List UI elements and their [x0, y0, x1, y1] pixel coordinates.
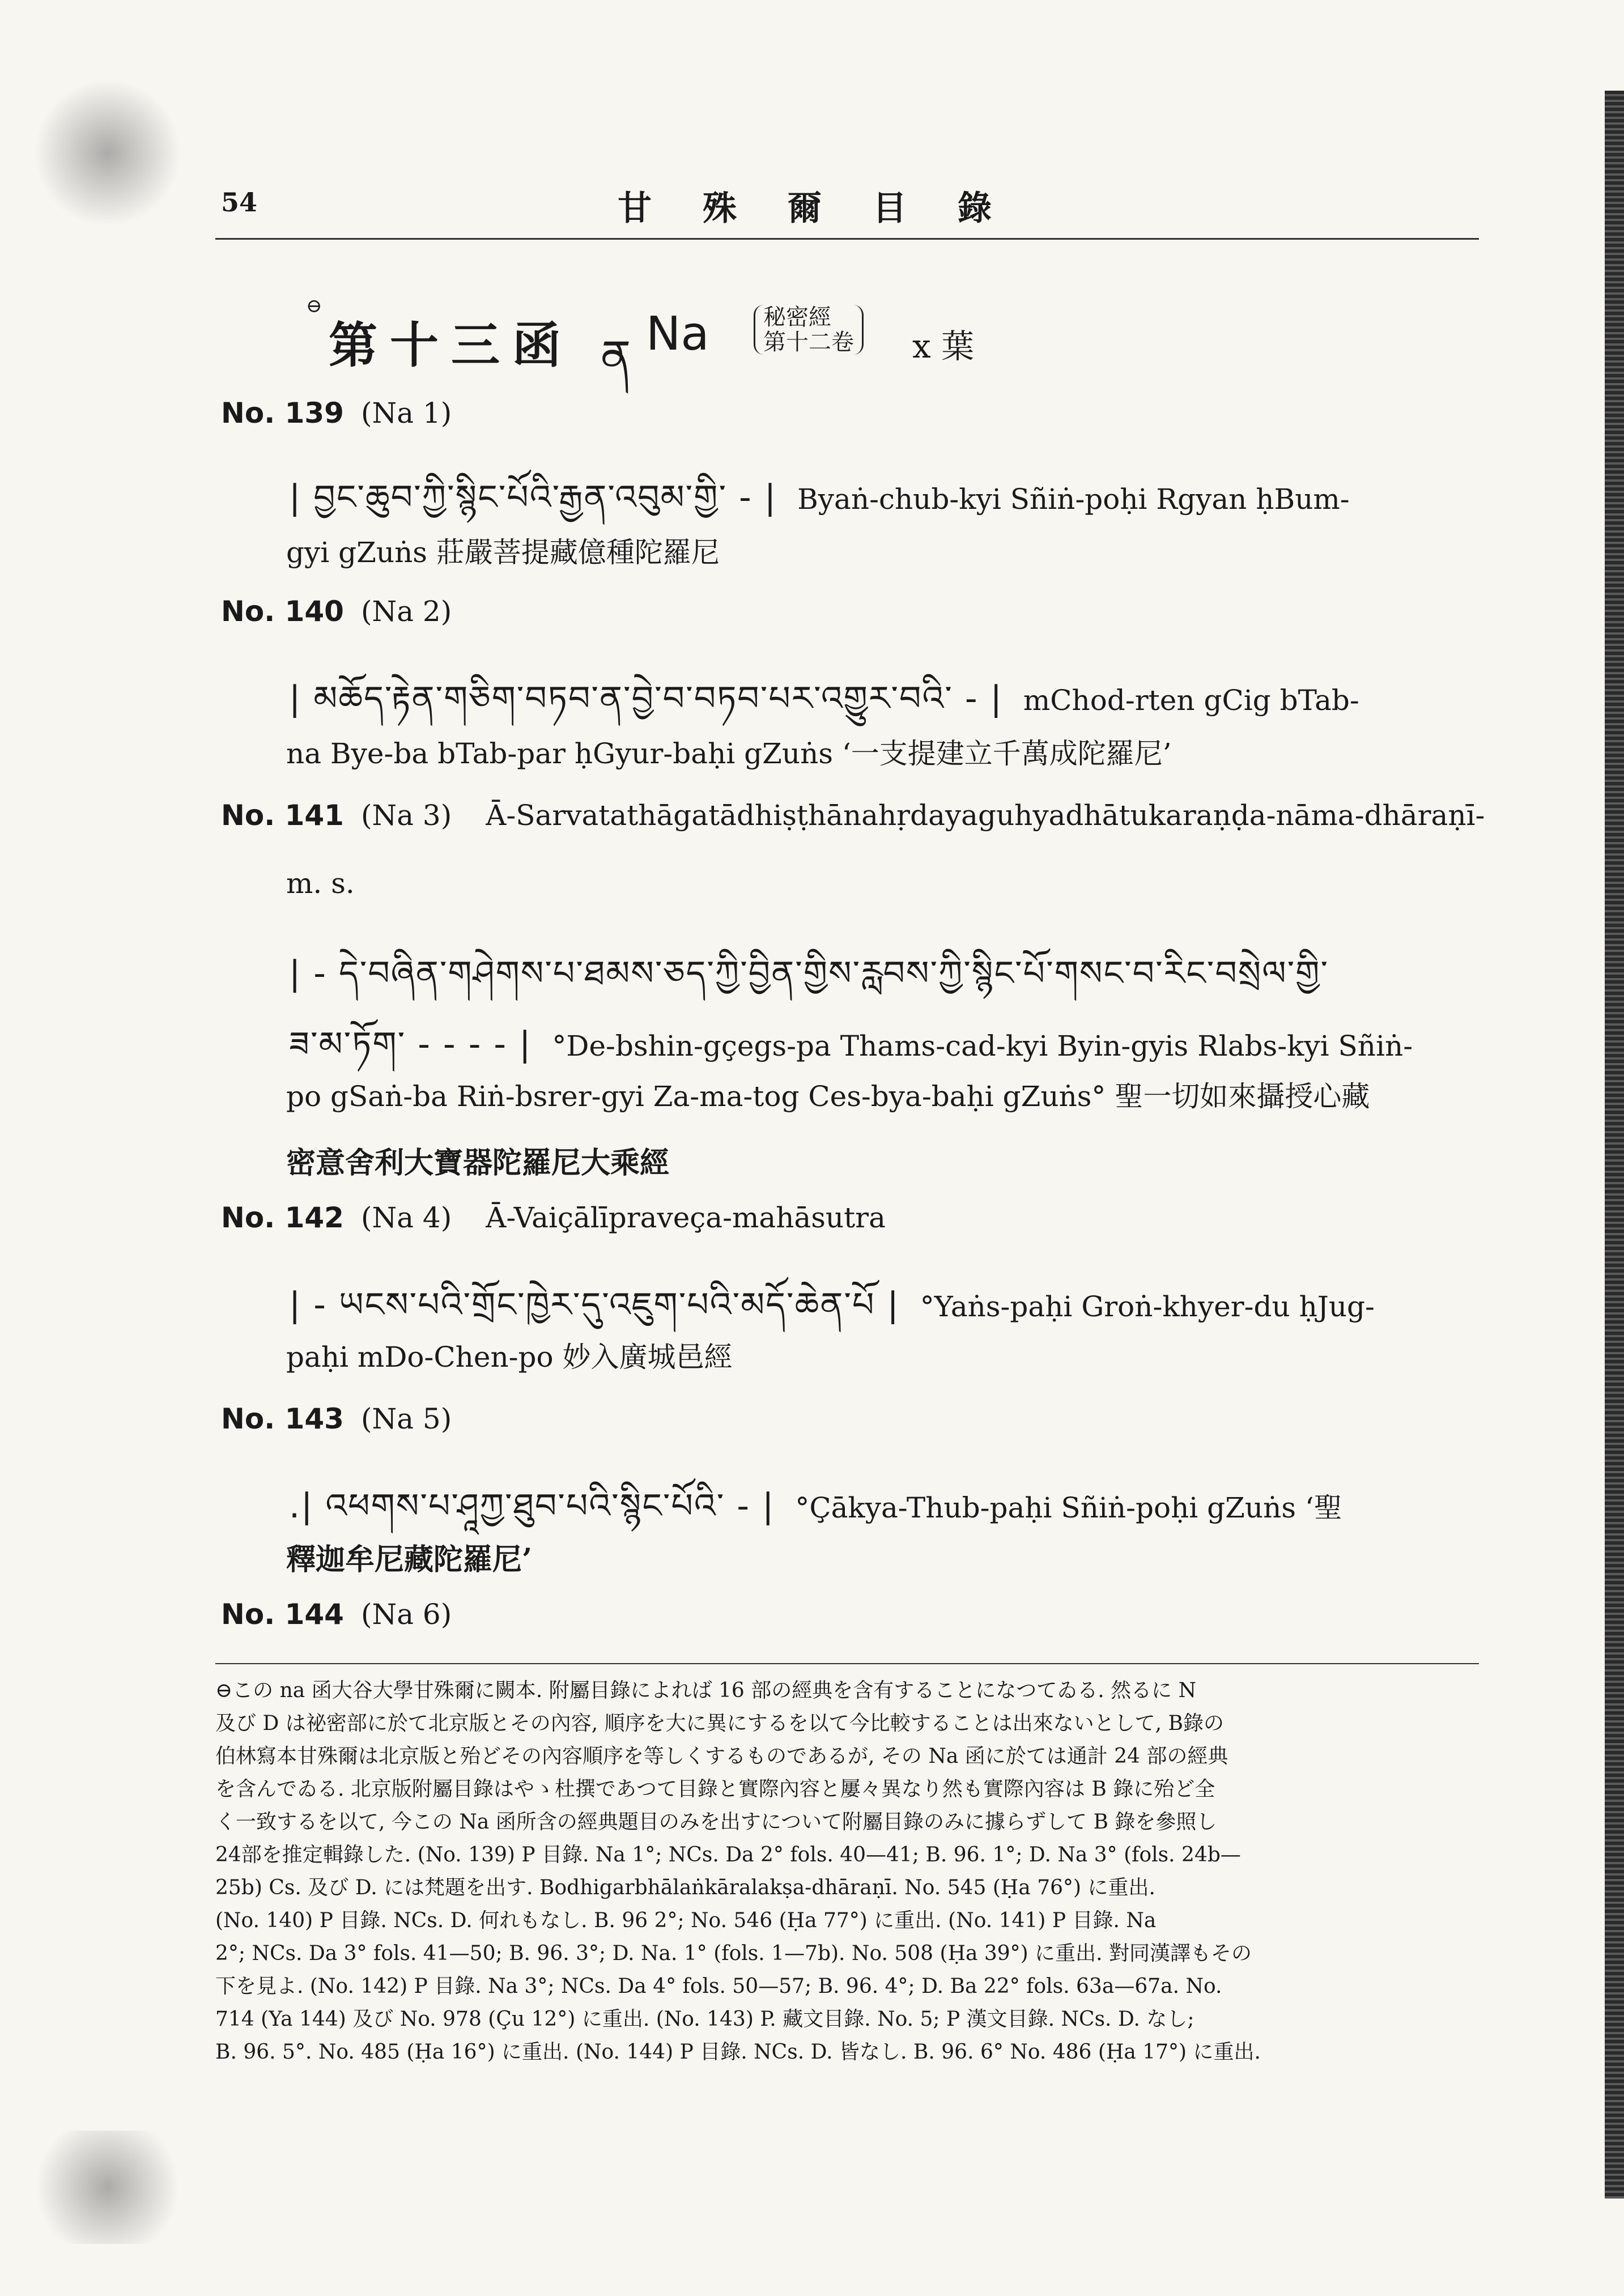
book-spine-edge: [1605, 91, 1624, 2199]
romanized-title: po gSaṅ-ba Riṅ-bsrer-gyi Za-ma-tog Ces-bya-baḥi gZuṅs° 聖一切如來攝授心藏: [286, 1080, 1370, 1113]
romanized-title: na Bye-ba bTab-par ḥGyur-baḥi gZuṅs ‘一支提建立千萬成陀羅尼’: [286, 737, 1172, 770]
tibetan-title: | - ཡངས་པའི་གྲོང་ཁྱེར་དུ་འཇུག་པའི་མདོ་ཆེན་པོ |: [289, 1285, 900, 1325]
sanskrit-title: Ā-Sarvatathāgatādhiṣṭhānahṛdayaguhyadhātukaraṇḍa-nāma-dhāraṇī-: [486, 799, 1485, 832]
footnote-line: 2°; NCs. Da 3° fols. 41—50; B. 96. 3°; D. Na. 1° (fols. 1—7b). No. 508 (Ḥa 39°) に重出. 對同漢譯もその: [215, 1942, 1252, 1965]
volume-tibetan-letter: ན: [601, 330, 631, 383]
entry-line: [286, 1074, 1453, 1115]
footnote-line: を含んでゐる. 北京版附屬目錄はやゝ杜撰であつて目錄と實際內容と屢々異なり然も實際內容は B 錄に殆ど全: [215, 1778, 1215, 1801]
footnote-line: B. 96. 5°. No. 485 (Ḥa 16°) に重出. (No. 144) P 目錄. NCs. D. 皆なし. B. 96. 6° No. 486 (Ḥa 17°) に重出.: [215, 2040, 1261, 2064]
footnote-line: ⊖この na 函大谷大學甘殊爾に闕本. 附屬目錄によれば 16 部の經典を含有することになつてゐる. 然るに N: [215, 1679, 1197, 1702]
footnote-line: 25b) Cs. 及び D. には梵題を出す. Bodhigarbhālaṅkāralakṣa-dhāraṇī. No. 545 (Ḥa 76°) に重出.: [215, 1876, 1155, 1899]
entry-line: [286, 731, 1453, 772]
entry-number: No. 141: [221, 799, 344, 832]
sanskrit-title: Ā-Vaiçālīpraveça-mahāsutra: [486, 1201, 886, 1234]
section-note-line: 第十二卷: [763, 329, 854, 355]
romanized-title: gyi gZuṅs 莊嚴菩提藏億種陀羅尼: [286, 536, 720, 569]
romanized-title: °De-bshin-gçegs-pa Thams-cad-kyi Byin-gyis Rlabs-kyi Sñiṅ-: [552, 1030, 1413, 1062]
entry-heading: [221, 1402, 452, 1435]
tibetan-title: | མཆོད་རྟེན་གཅིག་བཏབ་ན་བྱེ་བ་བཏབ་པར་འགྱུར་བའི་ - |: [289, 679, 1003, 718]
tibetan-title: ཟ་མ་ཏོག་ - - - - |: [289, 1024, 532, 1064]
tibetan-title: .| འཕགས་པ་ཤཱཀྱ་ཐུབ་པའི་སྙིང་པོའི་ - |: [289, 1486, 775, 1526]
volume-heading: [306, 295, 1439, 383]
scan-smudge: [23, 2131, 193, 2244]
chinese-title: 密意舍利大寶器陀羅尼大乘經: [286, 1146, 670, 1180]
entry-line: [286, 530, 1453, 571]
footnote-marker: ⊖: [306, 295, 322, 317]
page-header: [221, 181, 1468, 232]
entry-line: [286, 1536, 1453, 1578]
footnote-line: 伯林寫本甘殊爾は北京版と殆どその內容順序を等しくするものであるが, その Na 函に於ては通計 24 部の經典: [215, 1745, 1228, 1768]
tibetan-title: | - དེ་བཞིན་གཤེགས་པ་ཐམས་ཅད་ཀྱི་བྱིན་གྱིས་རླབས་ཀྱི་སྙིང་པོ་གསང་བ་རིང་བསྲེལ་གྱི་: [289, 954, 1329, 993]
romanized-title: paḥi mDo-Chen-po 妙入廣城邑經: [286, 1341, 733, 1374]
chinese-title: 釋迦牟尼藏陀羅尼’: [286, 1542, 533, 1577]
entry-na: (Na 3): [360, 799, 452, 832]
entry-heading: [221, 1598, 452, 1631]
romanized-title: mChod-rten gCig bTab-: [1023, 684, 1359, 717]
footnote-line: く一致するを以て, 今この Na 函所含の經典題目のみを出すについて附屬目錄のみに據らずして B 錄を參照し: [215, 1810, 1217, 1834]
footnote-line: 714 (Ya 144) 及び No. 978 (Çu 12°) に重出. (No. 143) P. 藏文目錄. No. 5; P 漢文目錄. NCs. D. なし;: [215, 2008, 1194, 2031]
entry-heading: [221, 1201, 886, 1234]
entry-na: (Na 2): [360, 595, 452, 628]
footnote-line: (No. 140) P 目錄. NCs. D. 何れもなし. B. 96 2°; No. 546 (Ḥa 77°) に重出. (No. 141) P 目錄. Na: [215, 1909, 1157, 1932]
footnotes: [215, 1674, 1479, 2069]
scan-smudge: [34, 79, 181, 227]
entry-na: (Na 5): [360, 1402, 452, 1435]
entry-number: No. 143: [221, 1402, 344, 1435]
entry-number: No. 144: [221, 1598, 344, 1631]
entry-na: (Na 6): [360, 1598, 452, 1631]
page-number: 54: [221, 187, 258, 218]
entry-na: (Na 1): [360, 397, 452, 430]
romanized-title: °Çākya-Thub-paḥi Sñiṅ-poḥi gZuṅs ‘聖: [795, 1491, 1342, 1524]
entry-number: No. 139: [221, 397, 344, 430]
footnote-line: 及び D は祕密部に於て北京版とその內容, 順序を大に異にするを以て今比較することは出來ないとして, B錄の: [215, 1712, 1224, 1735]
running-title: 甘殊爾目錄: [618, 189, 1043, 228]
entry-number: No. 140: [221, 595, 344, 628]
tibetan-title: | བྱང་ཆུབ་ཀྱི་སྙིང་པོའི་རྒྱན་འབུམ་གྱི་ - |: [289, 478, 777, 517]
volume-section-note: [754, 305, 864, 355]
romanized-title: m. s.: [286, 867, 355, 900]
footnote-rule: [215, 1663, 1479, 1664]
volume-folio: x 葉: [912, 327, 975, 365]
entry-number: No. 142: [221, 1201, 344, 1234]
header-rule: [215, 238, 1479, 240]
section-note-line: 秘密經: [763, 304, 831, 330]
entry-line: [286, 867, 1453, 900]
romanized-title: Byaṅ-chub-kyi Sñiṅ-poḥi Rgyan ḥBum-: [797, 483, 1350, 516]
entry-na: (Na 4): [360, 1201, 452, 1234]
entry-line: [286, 1139, 1453, 1181]
romanized-title: °Yaṅs-paḥi Groṅ-khyer-du ḥJug-: [920, 1290, 1375, 1323]
entry-line: [286, 1334, 1453, 1375]
entry-heading: [221, 595, 452, 628]
footnote-line: 24部を推定輯錄した. (No. 139) P 目錄. Na 1°; NCs. Da 2° fols. 40—41; B. 96. 1°; D. Na 3° (fols. 24b—: [215, 1843, 1241, 1866]
volume-title: 第十三函: [329, 317, 573, 374]
footnote-line: 下を見よ. (No. 142) P 目錄. Na 3°; NCs. Da 4° fols. 50—57; B. 96. 4°; D. Ba 22° fols. 63a—67a. No.: [215, 1975, 1222, 1998]
entry-heading: [221, 397, 452, 430]
volume-latin-letter: Na: [646, 307, 709, 361]
entry-heading: [221, 799, 1485, 832]
